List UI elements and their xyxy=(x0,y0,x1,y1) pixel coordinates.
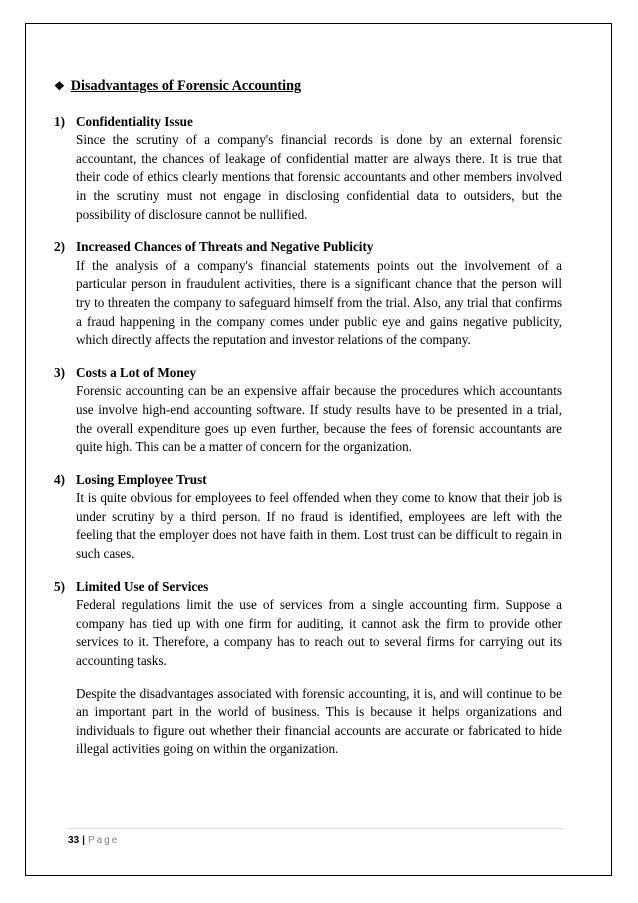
list-item-text: Federal regulations limit the use of services from a single accounting firm. Suppose a company has tied up with one firm for auditing, it cannot ask the firm to provide other services to it. Therefore, a company has to reach out to several firms for carrying out its accounting tasks. xyxy=(76,597,562,669)
footer-separator: | xyxy=(82,835,85,846)
list-item xyxy=(54,238,562,350)
list-item-text: Since the scrutiny of a company's financial records is done by an external forensic accountant, the chances of leakage of confidential matter are always there. It is true that their code of ethics clearly mentions that forensic accountants and other members involved in the scrutiny must not engage in disclosing confidential data to outsiders, but the possibility of disclosure cannot be nullified. xyxy=(76,132,562,222)
list-item-number: 4) xyxy=(54,471,65,487)
page-footer xyxy=(68,828,563,846)
document-body xyxy=(54,77,562,759)
list-item-number: 2) xyxy=(54,239,65,255)
list-item-text: If the analysis of a company's financial statements points out the involvement of a particular person in fraudulent activities, there is a significant chance that the person will try to threaten the company to safeguard himself from the trial. Also, any trial that confirms a fraud happening in the company comes under public eye and gains negative publicity, which directly affects the reputation and investor relations of the company. xyxy=(76,257,562,348)
conclusion-paragraph: Despite the disadvantages associated with forensic accounting, it is, and will continue to be an important part in the world of business. This is because it helps organizations and individuals to figure out whether their financial accounts are accurate or fabricated to hide illegal activities going on within the organization. xyxy=(76,685,562,757)
list-item-heading: Costs a Lot of Money xyxy=(76,364,197,380)
list-item-title xyxy=(54,471,562,490)
list-item xyxy=(54,578,562,671)
list-item-heading: Limited Use of Services xyxy=(76,578,209,594)
list-item-number: 5) xyxy=(54,578,65,594)
page-label: Page xyxy=(87,835,120,846)
list-item-number: 1) xyxy=(54,113,65,129)
diamond-bullet-icon: ❖ xyxy=(54,79,65,93)
section-heading xyxy=(54,77,562,96)
list-item-title xyxy=(54,578,562,597)
list-item-number: 3) xyxy=(54,364,65,380)
list-item-title xyxy=(54,364,562,383)
section-title: Disadvantages of Forensic Accounting xyxy=(70,78,302,94)
list-item-title xyxy=(54,113,562,132)
list-item-text: Forensic accounting can be an expensive affair because the procedures which accountants use involve high-end accounting software. If study results have to be presented in a trial, the overall expenditure goes up even further, because the fees of forensic accountants are quite high. This can be a matter of concern for the organization. xyxy=(76,383,562,455)
page-number: 33 xyxy=(68,835,80,846)
list-item xyxy=(54,471,562,564)
list-item-title xyxy=(54,238,562,257)
list-item xyxy=(54,364,562,457)
list-item-heading: Increased Chances of Threats and Negative Publicity xyxy=(76,239,374,255)
list-item xyxy=(54,113,562,225)
list-item-heading: Losing Employee Trust xyxy=(76,471,207,487)
list-item-text: It is quite obvious for employees to feel offended when they come to know that their job is under scrutiny by a third person. If no fraud is identified, employees are left with the feeling that the employer does not have faith in them. Lost trust can be difficult to regain in such cases. xyxy=(76,490,562,562)
list-item-heading: Confidentiality Issue xyxy=(76,113,193,129)
